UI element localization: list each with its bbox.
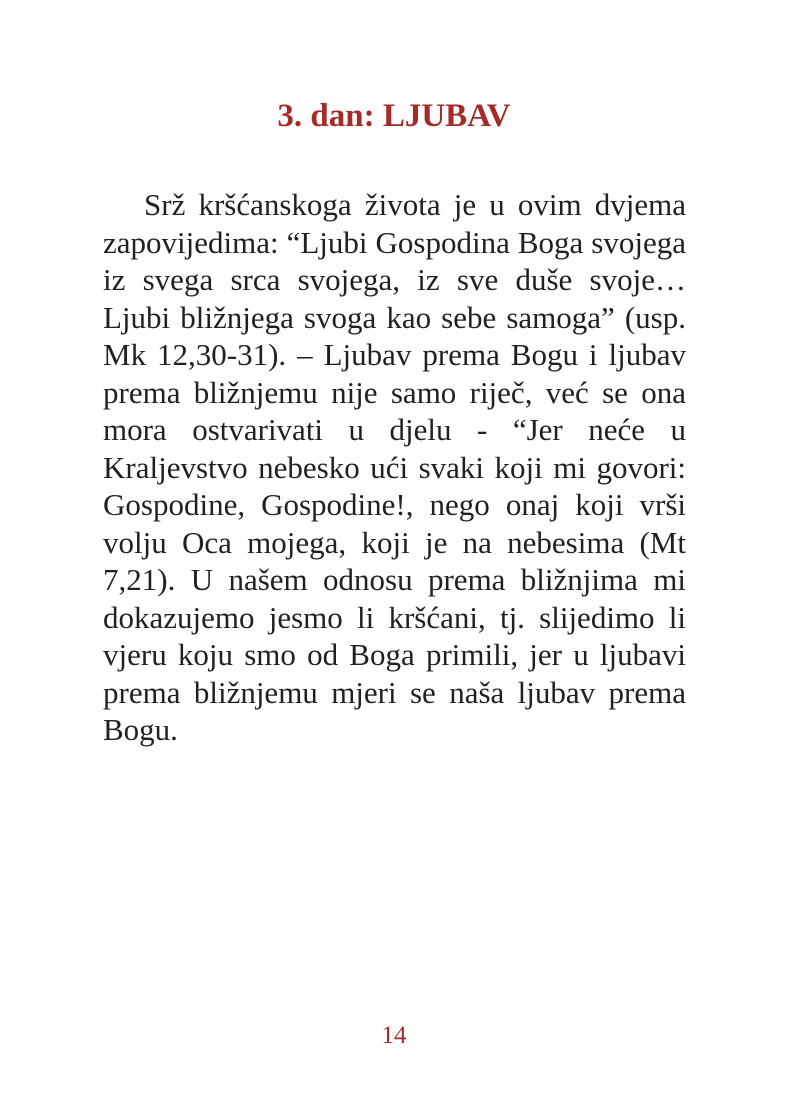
page-number: 14 [381,1022,407,1049]
chapter-title: 3. dan: LJUBAV [277,98,511,134]
body-paragraph: Srž kršćanskoga života je u ovim dvjema zapovijedima: “Ljubi Gospodina Boga svojega iz svega srca svojega, iz sve duše svoje… Ljubi bližnjega svoga kao sebe samoga” (usp. Mk 12,30-31). – Ljubav prema Bogu i ljubav prema bližnjemu nije samo riječ, već se ona mora ostvarivati u djelu - “Jer neće u Kraljevstvo nebesko ući svaki koji mi govori: Gospodine, Gospodine!, nego onaj koji vrši volju Oca mojega, koji je na nebesima (Mt 7,21). U našem odnosu prema bližnjima mi dokazujemo jesmo li kršćani, tj. slijedimo li vjeru koju smo od Boga primili, jer u ljubavi prema bližnjemu mjeri se naša ljubav prema Bogu. [103,187,686,747]
